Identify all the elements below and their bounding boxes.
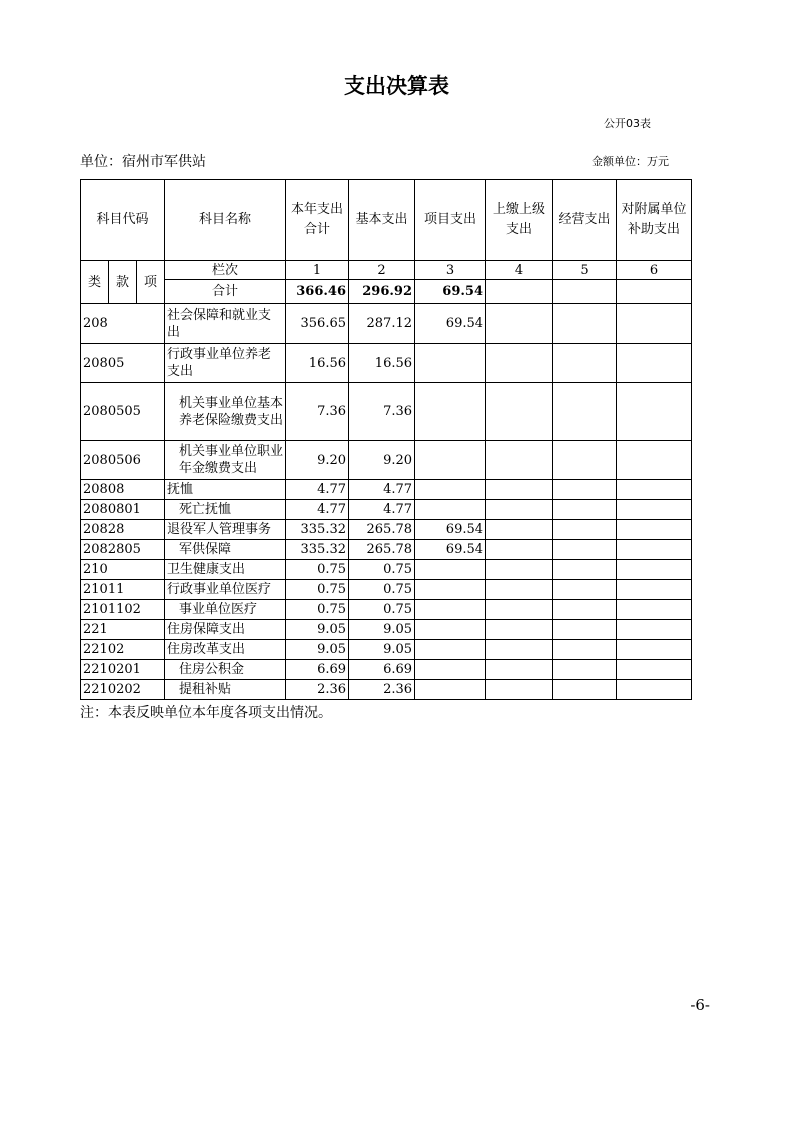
col-header-name: 科目名称 — [165, 180, 286, 261]
page-title: 支出决算表 — [344, 74, 449, 98]
table-row: 2210201 住房公积金 6.69 6.69 — [81, 660, 692, 680]
col-number-4: 4 — [486, 261, 553, 280]
col-number-3: 3 — [415, 261, 486, 280]
page-number: -6- — [690, 996, 710, 1014]
expenditure-table — [80, 179, 692, 700]
table-row: 221 住房保障支出 9.05 9.05 — [81, 620, 692, 640]
col-header-subsidy: 对附属单位补助支出 — [617, 180, 692, 261]
unit-label: 单位：宿州市军供站 — [80, 154, 206, 170]
totals-total: 366.46 — [286, 280, 349, 304]
money-unit-label: 金额单位：万元 — [592, 155, 669, 168]
col-header-xiang: 项 — [137, 261, 165, 304]
col-header-code: 科目代码 — [81, 180, 165, 261]
table-row: 21011 行政事业单位医疗 0.75 0.75 — [81, 580, 692, 600]
col-number-2: 2 — [349, 261, 415, 280]
totals-label: 合计 — [165, 280, 286, 304]
header-row — [81, 180, 692, 261]
table-row: 20805 行政事业单位养老支出 16.56 16.56 — [81, 344, 692, 383]
table-row: 2080506 机关事业单位职业年金缴费支出 9.20 9.20 — [81, 441, 692, 480]
table-row: 2101102 事业单位医疗 0.75 0.75 — [81, 600, 692, 620]
table-row: 210 卫生健康支出 0.75 0.75 — [81, 560, 692, 580]
col-header-upper: 上缴上级支出 — [486, 180, 553, 261]
col-header-project: 项目支出 — [415, 180, 486, 261]
table-note: 注：本表反映单位本年度各项支出情况。 — [80, 705, 332, 721]
table-row: 2080801 死亡抚恤 4.77 4.77 — [81, 500, 692, 520]
col-header-business: 经营支出 — [553, 180, 617, 261]
table-row: 20808 抚恤 4.77 4.77 — [81, 480, 692, 500]
column-number-row — [81, 261, 692, 280]
table-row: 208 社会保障和就业支出 356.65 287.12 69.54 — [81, 304, 692, 344]
col-header-basic: 基本支出 — [349, 180, 415, 261]
col-header-kuan: 款 — [109, 261, 137, 304]
col-number-1: 1 — [286, 261, 349, 280]
totals-row — [81, 280, 692, 304]
table-row: 2210202 提租补贴 2.36 2.36 — [81, 680, 692, 700]
table-row: 2082805 军供保障 335.32 265.78 69.54 — [81, 540, 692, 560]
col-header-total: 本年支出合计 — [286, 180, 349, 261]
table-row: 22102 住房改革支出 9.05 9.05 — [81, 640, 692, 660]
totals-project: 69.54 — [415, 280, 486, 304]
table-row: 2080505 机关事业单位基本养老保险缴费支出 7.36 7.36 — [81, 383, 692, 441]
col-header-lei: 类 — [81, 261, 109, 304]
table-number: 公开03表 — [604, 117, 651, 130]
col-number-5: 5 — [553, 261, 617, 280]
totals-basic: 296.92 — [349, 280, 415, 304]
table-row: 20828 退役军人管理事务 335.32 265.78 69.54 — [81, 520, 692, 540]
col-number-6: 6 — [617, 261, 692, 280]
col-header-lanci: 栏次 — [165, 261, 286, 280]
